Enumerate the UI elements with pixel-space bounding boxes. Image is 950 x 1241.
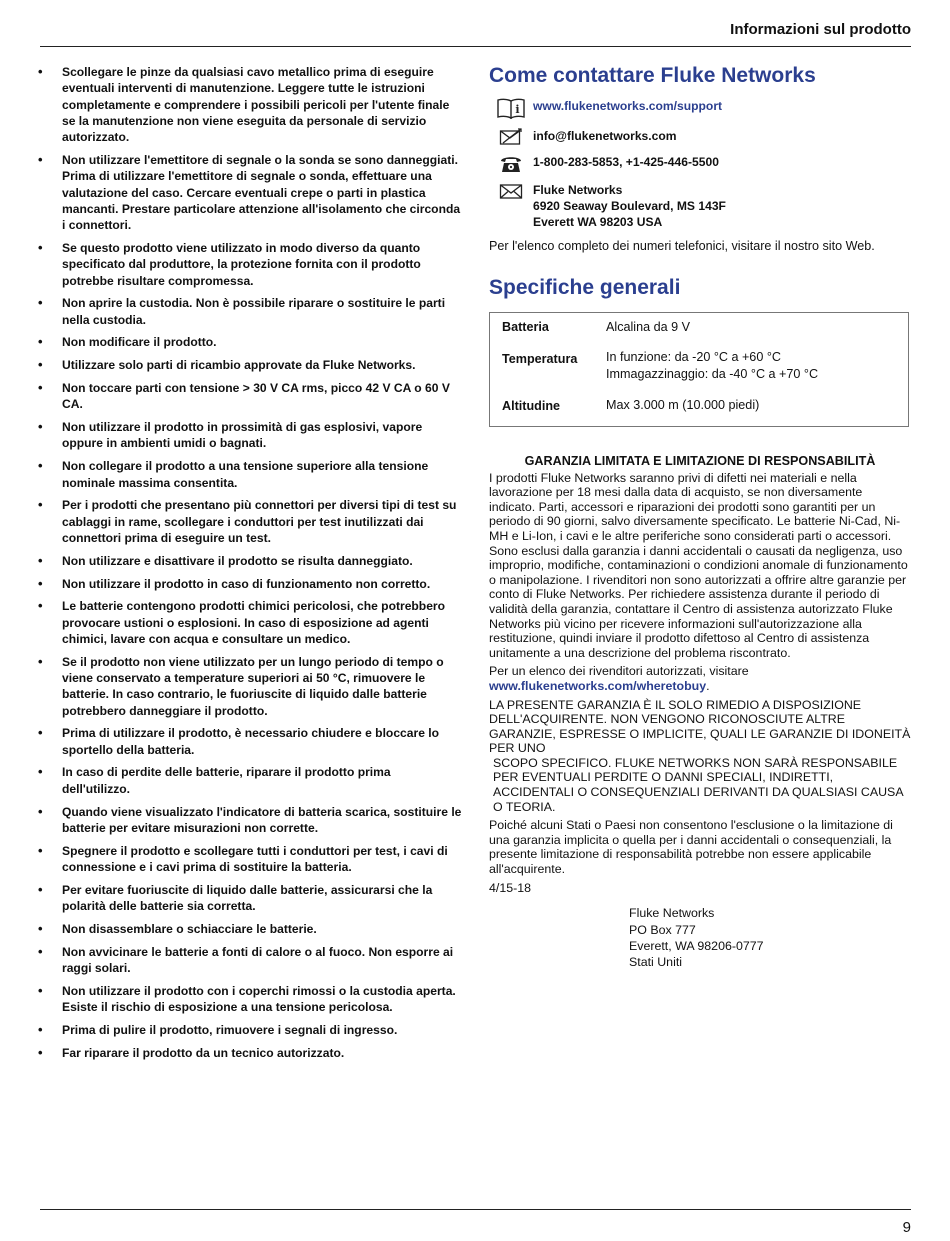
warranty-section bbox=[489, 454, 911, 970]
bullet-icon: • bbox=[38, 1044, 43, 1060]
page-number: 9 bbox=[902, 1219, 911, 1236]
warning-text: Scollegare le pinze da qualsiasi cavo metallico prima di eseguire eventuali interventi di manutenzione. Leggere tutte le istruzioni completamente e comprendere i possibili pericoli per l'utente finale se la manutenzione non viene eseguita da personale di servizio autorizzato. bbox=[62, 65, 450, 145]
warning-item bbox=[37, 357, 462, 373]
safety-warnings-list bbox=[37, 64, 462, 1061]
warning-item bbox=[37, 598, 462, 647]
warning-item bbox=[37, 983, 462, 1016]
page-header-title: Informazioni sul prodotto bbox=[730, 21, 911, 38]
footer-rule bbox=[40, 1209, 911, 1210]
contact-heading: Come contattare Fluke Networks bbox=[489, 64, 816, 87]
warning-item bbox=[37, 152, 462, 233]
spec-value bbox=[606, 317, 908, 341]
warning-item bbox=[37, 843, 462, 876]
specs-table-box bbox=[489, 312, 909, 427]
warning-text: Utilizzare solo parti di ricambio approvate da Fluke Networks. bbox=[62, 358, 416, 373]
warning-item bbox=[37, 419, 462, 452]
address-line: 6920 Seaway Boulevard, MS 143F bbox=[533, 199, 726, 213]
address-line: Fluke Networks bbox=[629, 906, 715, 921]
spec-label: Altitudine bbox=[502, 399, 561, 413]
bullet-icon: • bbox=[38, 982, 43, 998]
bullet-icon: • bbox=[38, 64, 43, 79]
warranty-disclaimer-1: LA PRESENTE GARANZIA È IL SOLO RIMEDIO A DISPOSIZIONE DELL'ACQUIRENTE. NON VENGONO RICONOSCIUTE ALTRE GARANZIE, ESPRESSE O IMPLICITE, QUALI LE GARANZIE DI IDONEITÀ PER UNO bbox=[489, 697, 911, 756]
bullet-icon: • bbox=[38, 1021, 43, 1037]
bullet-icon: • bbox=[38, 334, 43, 350]
spec-row-altitude bbox=[490, 388, 908, 420]
warning-text: Non utilizzare il prodotto in prossimità di gas esplosivi, vapore oppure in ambienti umidi o bagnati. bbox=[62, 420, 423, 451]
bullet-icon: • bbox=[38, 842, 43, 858]
spec-row-battery bbox=[490, 317, 908, 341]
warranty-date: 4/15-18 bbox=[489, 880, 532, 895]
warning-item bbox=[37, 380, 462, 413]
bullet-icon: • bbox=[38, 575, 43, 591]
bullet-icon: • bbox=[38, 497, 43, 513]
bullet-icon: • bbox=[38, 380, 43, 396]
spec-row-temperature bbox=[490, 341, 908, 388]
address-line: Stati Uniti bbox=[629, 955, 683, 970]
specs-table bbox=[490, 317, 908, 420]
warning-text: Non collegare il prodotto a una tensione superiore alla tensione nominale massima consentita. bbox=[62, 459, 429, 490]
warning-item bbox=[37, 458, 462, 491]
warning-text: Per i prodotti che presentano più connettori per diversi tipi di test su cablaggi in rame, scollegare i conduttori per test inutilizzati dai connettori prima di eseguire un test. bbox=[62, 498, 457, 545]
address-line: Everett, WA 98206-0777 bbox=[629, 938, 764, 953]
warning-item bbox=[37, 764, 462, 797]
warning-item bbox=[37, 725, 462, 758]
warning-text: Quando viene visualizzato l'indicatore di batteria scarica, sostituire le batterie per evitare misurazioni non corrette. bbox=[62, 804, 462, 835]
right-column bbox=[489, 62, 911, 970]
warning-item bbox=[37, 921, 462, 937]
bullet-icon: • bbox=[38, 943, 43, 959]
contact-phone-row[interactable] bbox=[489, 154, 911, 174]
bullet-icon: • bbox=[38, 239, 43, 255]
warranty-disclaimer-2: SCOPO SPECIFICO. FLUKE NETWORKS NON SARÀ RESPONSABILE PER EVENTUALI PERDITE O DANNI SPECIALI, INDIRETTI, ACCIDENTALI O CONSEQUENZIALI DERIVANTI DA QUALSIASI CAUSA O TEORIA. bbox=[493, 755, 903, 814]
bullet-icon: • bbox=[38, 419, 43, 435]
warning-text: Non utilizzare il prodotto con i coperchi rimossi o la custodia aperta. Esiste il rischio di esposizione a una tensione pericolosa. bbox=[62, 983, 456, 1015]
resellers-text: Per un elenco dei rivenditori autorizzati, visitare bbox=[489, 664, 749, 679]
warning-text: Non utilizzare e disattivare il prodotto se risulta danneggiato. bbox=[62, 553, 413, 568]
warning-item bbox=[37, 334, 462, 350]
warning-item bbox=[37, 654, 462, 719]
bullet-icon: • bbox=[38, 151, 43, 167]
warning-item bbox=[37, 1045, 462, 1061]
bullet-icon: • bbox=[38, 881, 43, 897]
resellers-link[interactable]: www.flukenetworks.com/wheretobuy bbox=[489, 678, 707, 693]
svg-text:i: i bbox=[515, 103, 520, 116]
bullet-icon: • bbox=[38, 357, 43, 373]
bullet-icon: • bbox=[38, 598, 43, 614]
spec-value-line: Immagazzinaggio: da -40 °C a +70 °C bbox=[606, 367, 819, 381]
warning-text: Non toccare parti con tensione > 30 V CA rms, picco 42 V CA o 60 V CA. bbox=[62, 381, 450, 412]
safety-warnings-column bbox=[37, 64, 462, 1067]
warning-text: Le batterie contengono prodotti chimici pericolosi, che potrebbero provocare ustioni o esplosioni. In caso di esposizione ad agenti chimici, lavare con acqua e consultare un medico. bbox=[62, 599, 446, 646]
warning-item bbox=[37, 1022, 462, 1038]
support-website-link[interactable]: www.flukenetworks.com/support bbox=[533, 99, 723, 113]
warning-text: Se questo prodotto viene utilizzato in modo diverso da quanto specificato dal produttore, la protezione fornita con il prodotto potrebbe risultare compromessa. bbox=[62, 240, 421, 288]
warning-text: Spegnere il prodotto e scollegare tutti i conduttori per test, i cavi di connessione e i cavi prima di sostituire la batteria. bbox=[62, 843, 448, 874]
contact-address bbox=[533, 182, 726, 230]
warning-item bbox=[37, 295, 462, 328]
warning-item bbox=[37, 882, 462, 915]
bullet-icon: • bbox=[38, 803, 43, 819]
spec-label: Batteria bbox=[502, 320, 549, 334]
warning-item bbox=[37, 240, 462, 289]
contact-website-row[interactable] bbox=[489, 98, 911, 120]
warning-text: In caso di perdite delle batterie, riparare il prodotto prima dell'utilizzo. bbox=[62, 765, 391, 796]
telephone-icon bbox=[489, 154, 533, 174]
warning-text: Far riparare il prodotto da un tecnico autorizzato. bbox=[62, 1045, 345, 1060]
contact-note: Per l'elenco completo dei numeri telefonici, visitare il nostro sito Web. bbox=[489, 239, 875, 253]
warning-item bbox=[37, 944, 462, 977]
warning-text: Prima di pulire il prodotto, rimuovere i segnali di ingresso. bbox=[62, 1022, 398, 1037]
bullet-icon: • bbox=[38, 653, 43, 669]
bullet-icon: • bbox=[38, 920, 43, 936]
contact-email-row[interactable] bbox=[489, 128, 911, 146]
warning-item bbox=[37, 553, 462, 569]
address-line: Fluke Networks bbox=[533, 183, 623, 197]
warranty-title: GARANZIA LIMITATA E LIMITAZIONE DI RESPONSABILITÀ bbox=[524, 454, 876, 468]
mail-envelope-icon bbox=[489, 182, 533, 200]
warranty-address bbox=[629, 905, 911, 970]
warning-text: Non utilizzare l'emettitore di segnale o la sonda se sono danneggiati. Prima di utilizzare l'emettitore di segnale o sonda, effettuare una valutazione del caso. Cercare eventuali crepe o parti in plastica mancanti. Prestare particolare attenzione all'isolamento che circonda i connettori. bbox=[62, 152, 461, 233]
warranty-limitation: Poiché alcuni Stati o Paesi non consentono l'esclusione o la limitazione di una garanzia implicita o quella per i danni accidentali o consequenziali, la presente limitazione di responsabilità potrebbe non essere applicabile all'acquirente. bbox=[489, 818, 893, 877]
support-email[interactable]: info@flukenetworks.com bbox=[533, 129, 677, 143]
manual-info-icon bbox=[489, 98, 533, 120]
support-phone[interactable]: 1-800-283-5853, +1-425-446-5500 bbox=[533, 155, 719, 169]
bullet-icon: • bbox=[38, 552, 43, 568]
warning-item bbox=[37, 804, 462, 837]
bullet-icon: • bbox=[38, 725, 43, 741]
contact-address-row bbox=[489, 182, 911, 230]
warranty-resellers bbox=[489, 664, 911, 693]
warning-text: Non disassemblare o schiacciare le batterie. bbox=[62, 921, 317, 936]
resellers-end: . bbox=[706, 678, 710, 693]
spec-value-line: Alcalina da 9 V bbox=[606, 320, 691, 334]
warning-text: Non utilizzare il prodotto in caso di funzionamento non corretto. bbox=[62, 576, 431, 591]
warning-text: Per evitare fuoriuscite di liquido dalle batterie, assicurarsi che la polarità delle batterie sia corretta. bbox=[62, 882, 433, 914]
warranty-body: I prodotti Fluke Networks saranno privi di difetti nei materiali e nella lavorazione per 18 mesi dalla data di acquisto, se non diversamente indicato. Parti, accessori e riparazioni dei prodotti sono garantiti per un periodo di 90 giorni, salvo diversamente specificato. Le batterie Ni-Cad, Ni-MH e Li-Ion, i cavi e le altre periferiche sono considerati parti o accessori. Sono esclusi dalla garanzia i danni accidentali o causati da negligenza, uso improprio, modifiche, contaminazioni o condizioni anomale di funzionamento o manipolazione. I rivenditori non sono autorizzati a offrire altre garanzie per conto di Fluke Networks. Per richiedere assistenza durante il periodo di validità della garanzia, contattare il Centro di assistenza autorizzato Fluke Networks più vicino per ricevere informazioni sull'autorizzazione alla restituzione, quindi inviare il prodotto difettoso al Centro di assistenza unitamente a una descrizione del problema riscontrato. bbox=[489, 470, 908, 660]
spec-value bbox=[606, 341, 908, 388]
spec-value bbox=[606, 388, 908, 420]
specs-heading: Specifiche generali bbox=[489, 276, 681, 299]
warning-text: Non modificare il prodotto. bbox=[62, 335, 217, 350]
bullet-icon: • bbox=[38, 458, 43, 474]
contact-list bbox=[489, 98, 911, 230]
warning-text: Prima di utilizzare il prodotto, è necessario chiudere e bloccare lo sportello della batteria. bbox=[62, 726, 440, 757]
warning-item bbox=[37, 64, 462, 145]
bullet-icon: • bbox=[38, 295, 43, 311]
spec-value-line: In funzione: da -20 °C a +60 °C bbox=[606, 350, 781, 364]
bullet-icon: • bbox=[38, 764, 43, 780]
warning-item bbox=[37, 576, 462, 592]
header-rule bbox=[40, 46, 911, 47]
warning-text: Se il prodotto non viene utilizzato per un lungo periodo di tempo o viene conservato a temperature superiori ai 50 °C, rimuovere le batterie. In caso contrario, le fuoriuscite di liquido dalle batterie potrebbero danneggiare il prodotto. bbox=[62, 654, 444, 718]
spec-label: Temperatura bbox=[502, 352, 578, 366]
email-icon bbox=[489, 128, 533, 146]
warning-item bbox=[37, 497, 462, 546]
address-line: PO Box 777 bbox=[629, 922, 696, 937]
spec-value-line: Max 3.000 m (10.000 piedi) bbox=[606, 398, 760, 412]
warning-text: Non aprire la custodia. Non è possibile riparare o sostituire le parti nella custodia. bbox=[62, 296, 446, 327]
warning-text: Non avvicinare le batterie a fonti di calore o al fuoco. Non esporre ai raggi solari. bbox=[62, 944, 454, 975]
address-line: Everett WA 98203 USA bbox=[533, 215, 663, 229]
